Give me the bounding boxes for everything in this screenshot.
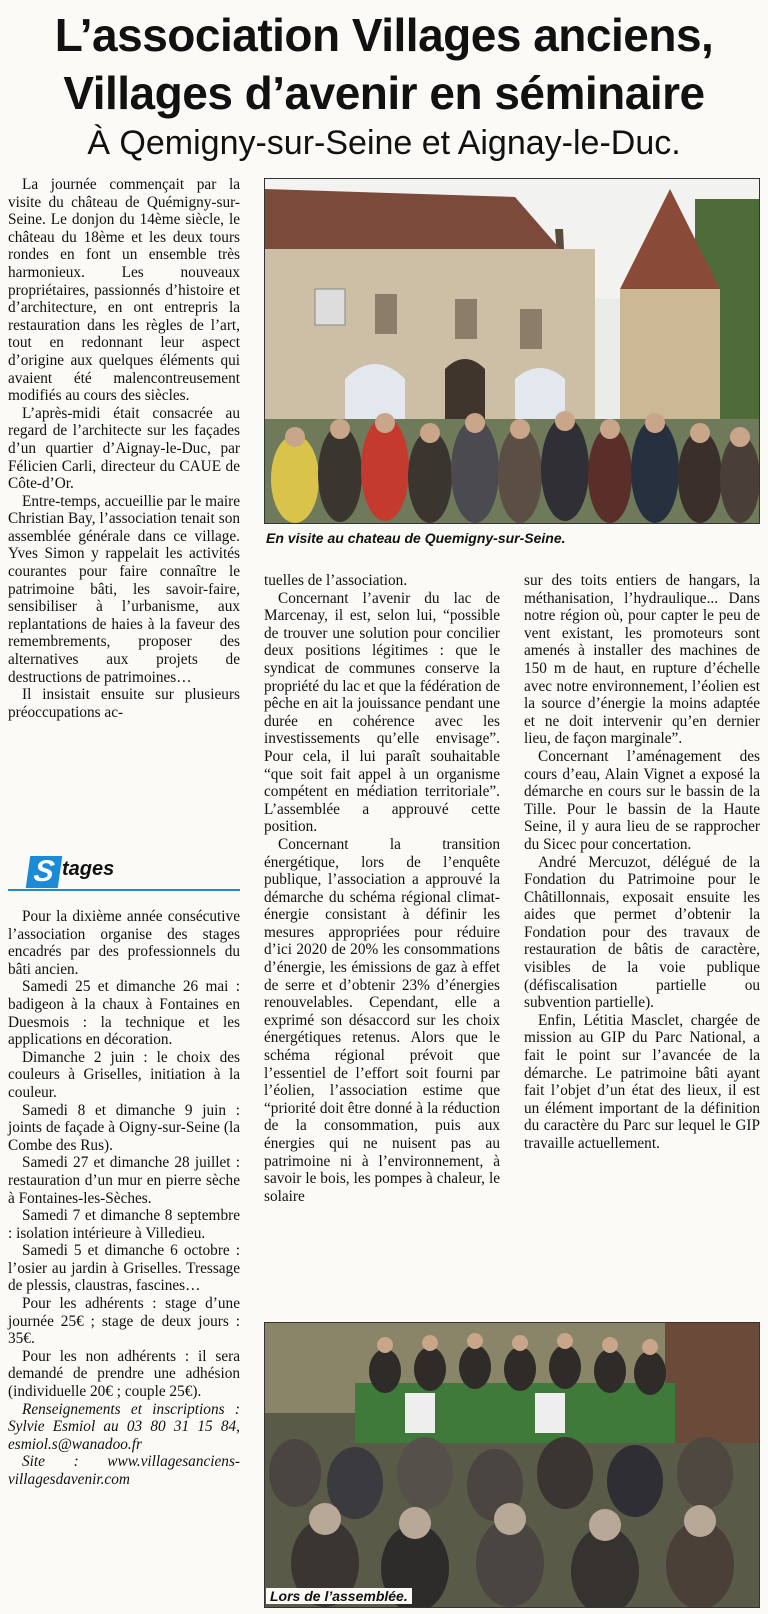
photo-assembly-image (265, 1323, 759, 1607)
paragraph: Samedi 27 et dimanche 28 juillet : restauration d’un mur en pierre sèche à Fontaines-les-Sèches. (8, 1154, 240, 1207)
paragraph: Concernant l’aménagement des cours d’eau, Alain Vignet a exposé la démarche en cours sur le bassin de la Tille. Pour le bassin de la Haute Seine, il y aura lieu de se rapprocher du Sicec pour concertation. (524, 747, 760, 853)
photo-chateau-image (265, 179, 759, 523)
article-column-1 (8, 176, 240, 721)
paragraph: Enfin, Létitia Masclet, chargée de mission au GIP du Parc National, a fait le point sur l’avancée de la démarche. Le patrimoine bâti ayant fait l’objet d’un état des lieux, il est un élément important de la définition du caractère du Parc sur lequel le GIP travaille actuellement. (524, 1011, 760, 1152)
article-column-2 (264, 572, 500, 1205)
headline-line-1: L’association Villages anciens, (54, 9, 714, 61)
paragraph: Samedi 7 et dimanche 8 septembre : isolation intérieure à Villedieu. (8, 1207, 240, 1242)
contact-info: Renseignements et inscriptions : Sylvie Esmiol au 03 80 31 15 84, esmiol.s@wanadoo.fr (8, 1400, 240, 1453)
paragraph: Il insistait ensuite sur plusieurs préoccupations ac- (8, 686, 240, 721)
caption-photo-chateau: En visite au chateau de Quemigny-sur-Seine. (266, 530, 566, 546)
paragraph: Entre-temps, accueillie par le maire Christian Bay, l’association tenait son assemblée générale dans ce village. Yves Simon y rappelait les activités courantes pour faire connaître le patrimoine bâti, les savoir-faire, sensibiliser à l’urbanisme, aux replantations de haies à la faveur des remembrements, proposer des alternatives aux projets de destructions de patrimoines… (8, 492, 240, 686)
paragraph: Concernant la transition énergétique, lors de l’enquête publique, l’association a approuvé la démarche du schéma régional climat-énergie consistant à définir les mesures appropriées pour réduire d’ici 2020 de 20% les consommations d’énergie, les émissions de gaz à effet de serre et d’obtenir 23% d’énergies renouvelables. Cependant, elle a exprimé son désaccord sur les choix énergétiques retenus. Alors que le schéma régional prévoit que l’essentiel de l’effort soit fourni par l’éolien, l’association estime que “priorité doit être donné à la réduction de la consommation, puis aux énergies qui ne nuisent pas au patrimoine ni à l’environnement, à savoir le bois, les pompes à chaleur, le solaire (264, 835, 500, 1205)
stages-section-header (8, 856, 240, 896)
caption-photo-assembly: Lors de l’assemblée. (266, 1588, 412, 1604)
paragraph: Samedi 8 et dimanche 9 juin : joints de façade à Oigny-sur-Seine (la Combe des Rus). (8, 1101, 240, 1154)
photo-chateau-visit (264, 178, 760, 524)
subheadline: À Qemigny-sur-Seine et Aignay-le-Duc. (87, 124, 681, 162)
paragraph: Samedi 25 et dimanche 26 mai : badigeon à la chaux à Fontaines en Duesmois : la technique et les applications en décoration. (8, 978, 240, 1049)
photo-assembly (264, 1322, 760, 1608)
article-column-3 (524, 572, 760, 1153)
website-info: Site : www.villagesanciens-villagesdavenir.com (8, 1453, 240, 1488)
stages-column (8, 908, 240, 1489)
paragraph: Pour les adhérents : stage d’une journée 25€ ; stage de deux jours : 35€. (8, 1295, 240, 1348)
stages-logo-letter: S (26, 856, 62, 888)
paragraph: Pour les non adhérents : il sera demandé de prendre une adhésion (individuelle 20€ ; couple 25€). (8, 1347, 240, 1401)
paragraph: André Mercuzot, délégué de la Fondation du Patrimoine pour le Châtillonnais, exposait ensuite les aides que permet d’obtenir la Fondation pour des travaux de restauration de bâtis de caractère, visibles de la voie publique (défiscalisation partielle ou subvention partielle). (524, 853, 760, 1012)
paragraph: Pour la dixième année consécutive l’association organise des stages encadrés par des professionnels du bâti ancien. (8, 908, 240, 978)
paragraph: L’après-midi était consacrée au regard de l’architecte sur les façades d’un quartier d’Aignay-le-Duc, par Félicien Carli, directeur du CAUE de Côte-d’Or. (8, 404, 240, 493)
paragraph: Dimanche 2 juin : le choix des couleurs à Griselles, initiation à la couleur. (8, 1048, 240, 1101)
paragraph: Concernant l’avenir du lac de Marcenay, il est, selon lui, “possible de trouver une solution pour concilier deux positions légitimes : que le syndicat de communes conserve la propriété du lac et que la fédération de pêche en ait la jouissance pendant une durée en cohérence avec les investissements qu’elle envisage”. Pour cela, il lui paraît souhaitable “que soit fait appel à un organisme compétent en médiation territoriale”. L’assemblée a approuvé cette position. (264, 589, 500, 836)
stages-rule (8, 889, 240, 891)
headline-line-2: Villages d’avenir en séminaire (63, 67, 705, 119)
paragraph: tuelles de l’association. (264, 572, 408, 589)
paragraph: sur des toits entiers de hangars, la méthanisation, l’hydraulique... Dans notre région où, pour capter le peu de vent existant, les promoteurs sont amenés à installer des machines de 150 m de haut, en rupture d’échelle avec notre environnement, l’éolien est la source d’énergie la moins adaptée et ne doit intervenir qu’en dernier lieu, de façon marginale”. (524, 572, 760, 748)
paragraph: Samedi 5 et dimanche 6 octobre : l’osier au jardin à Griselles. Tressage de plessis, claustras, fascines… (8, 1242, 240, 1295)
stages-logo-word: tages (62, 858, 115, 880)
paragraph: La journée commençait par la visite du château de Quémigny-sur-Seine. Le donjon du 14ème siècle, le château du 18ème et les deux tours rondes en font un ensemble très harmonieux. Les nouveaux propriétaires, passionnés d’histoire et d’architecture, en ont entrepris la restauration dans les règles de l’art, tout en redonnant leur aspect d’origine aux quelques éléments qui avaient été malencontreusement modifiés au cours des siècles. (8, 176, 240, 405)
